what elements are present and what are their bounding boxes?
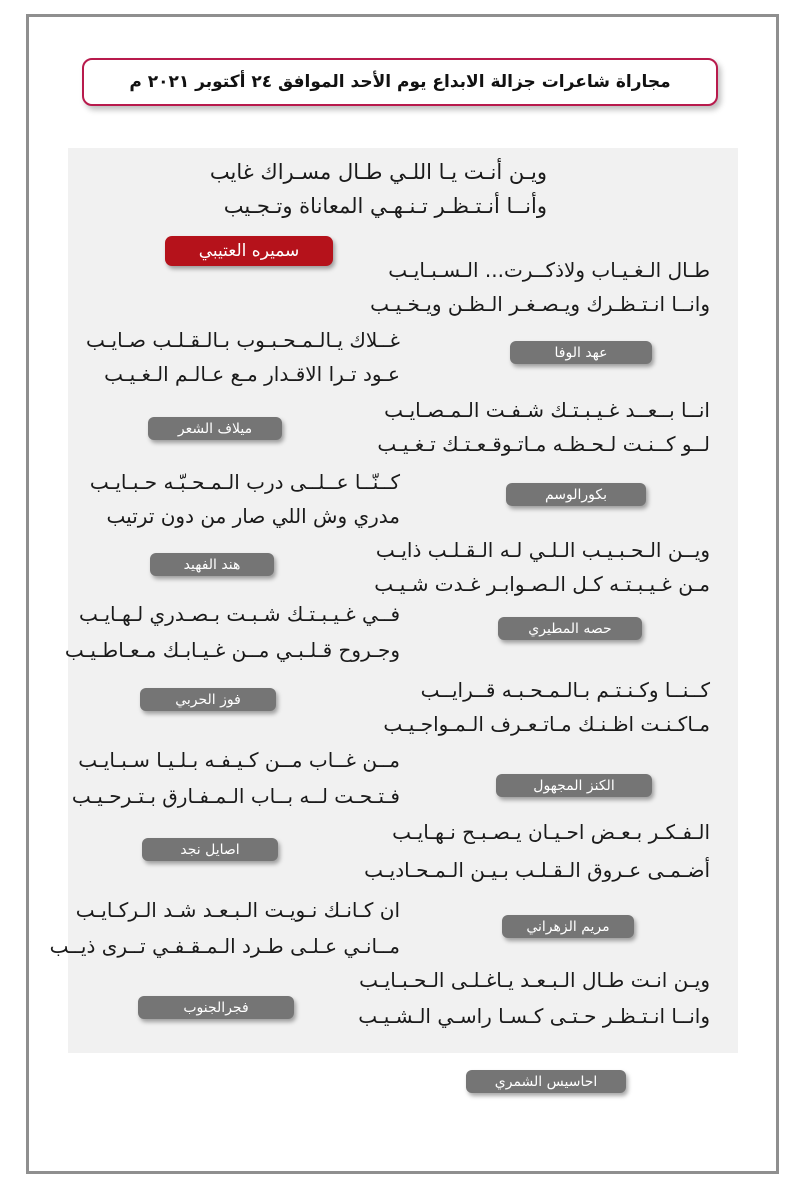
author-badge: حصه المطيري <box>498 617 642 640</box>
author-badge: اصايل نجد <box>142 838 278 861</box>
poem-line: وانــا انـتـظـرك ويـصـغـر الـظـن ويـخـيـب <box>370 292 710 316</box>
opening-line-2: وأنــا أنـتـظـر تـنـهـي المعاناة وتـجـيب <box>223 194 547 218</box>
page-title: مجاراة شاعرات جزالة الابداع يوم الأحد الموافق ٢٤ أكتوبر ٢٠٢١ م <box>129 72 671 92</box>
poem-line: مـن غـيـبـتـه كـل الـصـوابـر غـدت شـيـب <box>374 572 710 596</box>
poem-line: وانــا انـتـظـر حـتـى كـسـا راسـي الـشـيـب <box>358 1004 710 1028</box>
poem-line: كــنــا وكـنـتـم بـالـمـحـبـه قــرايــب <box>420 678 710 702</box>
poem-line: طـال الـغـيـاب ولاذكــرت... الـسـبـايـب <box>388 258 710 282</box>
poem-line: مــانـي عـلـى طـرد الـمـقـفـي تــرى ذيــب <box>49 934 400 958</box>
author-badge: بكورالوسم <box>506 483 646 506</box>
poem-line: مدري وش اللي صار من دون ترتيب <box>106 504 400 528</box>
poem-line: مــن غــاب مــن كـيـفـه بـلـيـا سـبـايـب <box>78 748 400 772</box>
author-badge: عهد الوفا <box>510 341 652 364</box>
title-box <box>82 58 718 106</box>
poem-line: كــنّــا عــلــى درب الـمـحـبّـه حـبـايـب <box>89 470 400 494</box>
author-badge: فوز الحربي <box>140 688 276 711</box>
poem-line: عـود تـرا الاقـدار مـع عـالـم الـغـيـب <box>104 362 400 386</box>
poem-line: ان كـانـك نـويـت الـبـعـد شـد الـركـايـب <box>75 898 400 922</box>
poem-line: لــو كــنـت لـحـظـه مـاتـوقـعـتـك تـغـيـب <box>377 432 710 456</box>
author-badge: مريم الزهراني <box>502 915 634 938</box>
poem-line: ويـن انـت طـال الـبـعـد يـاغـلـى الـحـبـايـب <box>359 968 710 992</box>
poem-line: غــلاك يـالـمـحـبـوب بـالـقـلـب صـايـب <box>86 328 400 352</box>
poem-line: وجـروح قـلـبـي مــن غـيـابـك مـعـاطـيـب <box>64 638 400 662</box>
poem-line: فـتـحـت لــه بــاب الـمـفـارق بـتـرحـيـب <box>71 784 400 808</box>
poem-line: مـاكـنـت اظـنـك مـاتـعـرف الـمـواجـيـب <box>383 712 710 736</box>
author-badge: هند الفهيد <box>150 553 274 576</box>
author-badge: الكنز المجهول <box>496 774 652 797</box>
poem-line: أضـمـى عـروق الـقـلـب بـيـن الـمـحـاديـب <box>364 858 710 882</box>
author-badge: ميلاف الشعر <box>148 417 282 440</box>
poem-line: فــي غـيـبـتـك شـبـت بـصـدري لـهـايـب <box>78 602 400 626</box>
opening-line-1: ويـن أنـت يـا اللـي طـال مسـراك غايب <box>209 160 547 184</box>
author-badge: سميره العتيبي <box>165 236 333 266</box>
author-badge: فجرالجنوب <box>138 996 294 1019</box>
poem-line: ويــن الـحـبـيـب الـلـي لـه الـقـلـب ذايـب <box>375 538 710 562</box>
author-badge: احاسيس الشمري <box>466 1070 626 1093</box>
poem-line: الـفـكـر بـعـض احـيـان يـصـبـح نـهـايـب <box>392 820 710 844</box>
poem-line: انــا بــعــد غـيـبـتـك شـفـت الـمـصـايـب <box>384 398 710 422</box>
